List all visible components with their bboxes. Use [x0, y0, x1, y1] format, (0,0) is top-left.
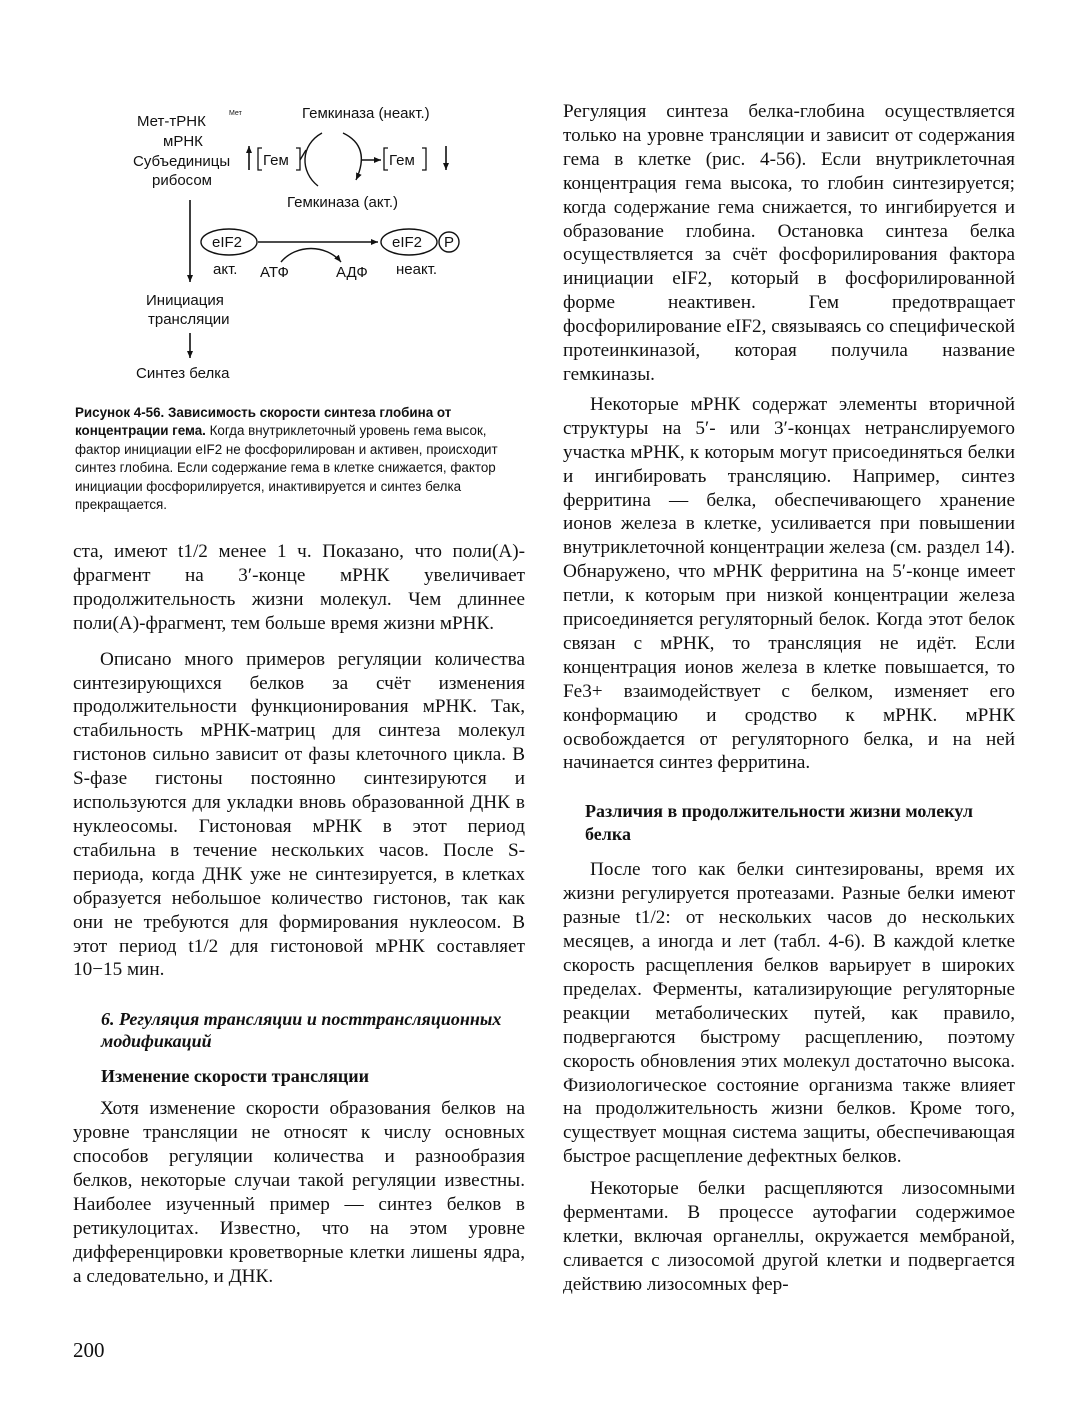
figure-caption-title: Рисунок 4-56. Зависимость скорости синтеза глобина от концентрации гема. [75, 405, 452, 439]
atp-adp-curve [281, 249, 341, 263]
subsection-heading-protein-lifetime: Различия в продолжительности жизни молекул белка [585, 801, 973, 845]
label-inactive: неакт. [396, 261, 438, 278]
figure-caption-text: Когда внутриклеточный уровень гема высок, фактор инициации eIF2 не фосфорилирован и активен, происходит синтез глобина. Если содержание гема в клетке снижается, фактор инициации фосфорилируется, инактивируется и синтез белка прекращается. [75, 423, 498, 513]
label-atp: АТФ [260, 264, 289, 281]
label-hemekinase-active: Гемкиназа (акт.) [287, 194, 398, 211]
label-ribosomes: рибосом [152, 172, 212, 189]
subsection-heading-translation-rate: Изменение скорости трансляции [101, 1066, 370, 1087]
label-phosphate: P [444, 234, 455, 251]
section-heading-translation: 6. Регуляция трансляции и посттрансляционных модификаций [101, 1009, 502, 1052]
heme-regulation-diagram [0, 0, 540, 400]
label-protein-synthesis: Синтез белка [136, 365, 230, 382]
page-number: 200 [73, 1338, 105, 1362]
label-met-trna: Мет-тРНК [137, 113, 206, 130]
right-paragraph-1: Регуляция синтеза белка-глобина осуществляется только на уровне трансляции и зависит от содержания гема в клетке (рис. 4-56). Если внутриклеточная концентрация гема высока, то глобин синтезируется; когда содержание гема снижается, то ингибируется и образование глобина. Остановка синтеза белка осуществляется за счёт фосфорилирования фактора инициации eIF2, который в фосфорилированной форме неактивен. Гем предотвращает фосфорилирование eIF2, связываясь со специфической протеинкиназой, которая получила название гемкиназы. [563, 101, 1015, 385]
label-adp: АДФ [336, 264, 368, 281]
left-column [73, 540, 525, 1289]
label-eif2-inactive: eIF2 [392, 234, 423, 251]
label-eif2-active: eIF2 [212, 234, 243, 251]
figure-caption [75, 404, 530, 514]
right-column [563, 100, 1015, 1297]
label-mrna: мРНК [163, 133, 203, 150]
right-paragraph-4: Некоторые белки расщепляются лизосомными ферментами. В процессе аутофагии содержимое клетки, включая органеллы, окружается мембраной, сливается с лизосомой другой клетки и подвергается действию лизосомных фер- [563, 1178, 1015, 1295]
left-paragraph-2: Описано много примеров регуляции количества синтезирующихся белков за счёт изменения продолжительности функционирования мРНК. Так, стабильность мРНК-матриц для синтеза молекул гистонов сильно зависит от фазы клеточного цикла. В S-фазе гистоны постоянно синтезируются и используются для укладки вновь образованной ДНК в нуклеосомы. Гистоновая мРНК в этот период стабильна в течение нескольких часов. После S-периода, когда ДНК уже не синтезируется, в клетках образуется небольшое количество гистонов, так как они не требуются для формирования нуклеосом. В этот период t1/2 для гистоновой мРНК составляет 10−15 мин. [73, 648, 525, 981]
label-initiation-1: Инициация [146, 292, 224, 309]
label-active: акт. [213, 261, 238, 278]
right-paragraph-2: Некоторые мРНК содержат элементы вторичной структуры на 5′- или 3′-концах нетранслируемого участка мРНК, к которым могут присоединяться белки и ингибировать трансляцию. Например, синтез ферритина — белка, обеспечивающего хранение ионов железа в клетке, усиливается при повышении внутриклеточной концентрации железа (см. раздел 14). Обнаружено, что мРНК ферритина на 5′-конце имеет петли, к которым при низкой концентрации железа присоединяется регуляторный белок. Когда этот белок связан с мРНК, то трансляция не идёт. Если концентрация ионов железа в клетке повышается, то Fe3+ взаимодействует с белком, изменяет его конформацию и сродство к мРНК. мРНК освобождается от регуляторного белка, и на ней начинается синтез ферритина. [563, 393, 1015, 774]
left-paragraph-3: Хотя изменение скорости образования белков на уровне трансляции не относят к числу основных способов регуляции количества и разнообразия белков, некоторые случаи такой регуляции известны. Наиболее изученный пример — синтез белков в ретикулоцитах. Известно, что на этом уровне дифференцировки кроветворные клетки лишены ядра, а следовательно, и ДНК. [73, 1098, 525, 1287]
label-hemekinase-inactive: Гемкиназа (неакт.) [302, 105, 430, 122]
curve-right-arrow [343, 133, 361, 180]
label-met-superscript: Мет [229, 110, 242, 117]
label-heme-left: Гем [263, 152, 289, 169]
right-paragraph-3: После того как белки синтезированы, время их жизни регулируется протеазами. Разные белки имеют разные t1/2: от нескольких часов до нескольких месяцев, а иногда и лет (табл. 4-6). В каждой клетке скорость расщепления белков варьирует в широких пределах. Ферменты, катализирующие регуляторные реакции метаболических путей, как правило, подвергаются быстрому расщеплению, поэтому скорость обновления этих молекул достаточно высока. Физиологическое состояние организма также влияет на продолжительность жизни белков. Кроме того, существует мощная система защиты, обеспечивающая быстрое расщепление дефектных белков. [563, 859, 1015, 1168]
label-heme-right: Гем [389, 152, 415, 169]
label-initiation-2: трансляции [148, 311, 230, 328]
label-subunits: Субъединицы [133, 153, 231, 170]
left-paragraph-1: ста, имеют t1/2 менее 1 ч. Показано, что поли(А)-фрагмент на 3′-конце мРНК увеличивает продолжительность жизни молекул. Чем длиннее поли(А)-фрагмент, тем больше время жизни мРНК. [73, 541, 525, 634]
curve-left [305, 133, 322, 186]
